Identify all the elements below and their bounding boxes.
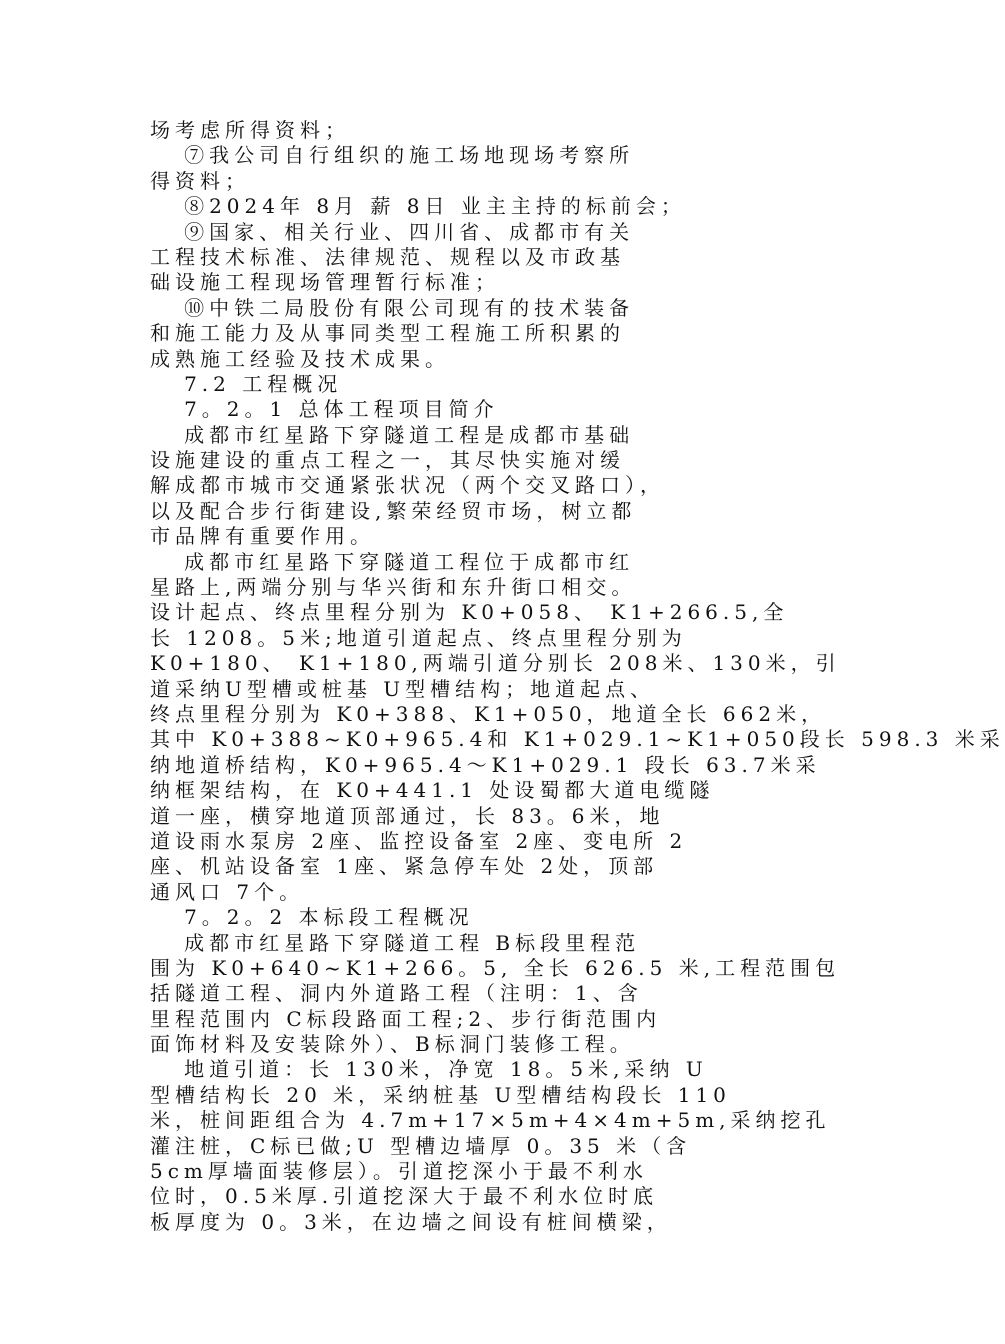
text-line: 成都市红星路下穿隧道工程 B标段里程范 — [150, 930, 641, 955]
text-line: 面饰材料及安装除外）、B标洞门装修工程。 — [150, 1032, 635, 1057]
text-line: ⑨国家、相关行业、四川省、成都市有关 — [150, 219, 635, 244]
text-line: 解成都市城市交通紧张状况（两个交叉路口）， — [150, 473, 665, 498]
subsection-heading: 7。2。1 总体工程项目简介 — [150, 397, 499, 422]
text-line: 括隧道工程、洞内外道路工程（注明：1、含 — [150, 981, 643, 1006]
text-line: K0+180、 K1+180,两端引道分别长 208米、130米，引 — [150, 651, 841, 676]
text-line: 以及配合步行街建设,繁荣经贸市场，树立都 — [150, 498, 637, 523]
text-line: 础设施工程现场管理暂行标准； — [150, 270, 500, 295]
text-line: 5cm厚墙面装修层）。引道挖深小于最不利水 — [150, 1159, 648, 1184]
text-line: 设施建设的重点工程之一，其尽快实施对缓 — [150, 448, 625, 473]
text-line: 型槽结构长 20 米，采纳桩基 U型槽结构段长 110 — [150, 1082, 731, 1107]
text-line: 成熟施工经验及技术成果。 — [150, 346, 450, 371]
document-body — [150, 118, 1005, 1235]
text-line: 纳框架结构，在 K0+441.1 处设蜀都大道电缆隧 — [150, 778, 715, 803]
text-line: 里程范围内 C标段路面工程;2、步行街范围内 — [150, 1006, 662, 1031]
text-line: ⑦我公司自行组织的施工场地现场考察所 — [150, 143, 635, 168]
text-line: 板厚度为 0。3米，在边墙之间设有桩间横梁， — [150, 1209, 672, 1234]
text-line: 工程技术标准、法律规范、规程以及市政基 — [150, 244, 625, 269]
text-line: 长 1208。5米;地道引道起点、终点里程分别为 — [150, 625, 687, 650]
text-line: 纳地道桥结构，K0+965.4～K1+029.1 段长 63.7米采 — [150, 752, 821, 777]
text-line: 米，桩间距组合为 4.7m+17×5m+4×4m+5m,采纳挖孔 — [150, 1108, 831, 1133]
text-line: 地道引道：长 130米，净宽 18。5米,采纳 U — [150, 1057, 708, 1082]
section-heading: 7.2 工程概况 — [150, 371, 343, 396]
text-line: 市品牌有重要作用。 — [150, 524, 375, 549]
text-line: 星路上,两端分别与华兴街和东升街口相交。 — [150, 575, 637, 600]
text-line: 其中 K0+388~K0+965.4和 K1+029.1~K1+050段长 598.3 米采 — [150, 727, 1005, 752]
text-line: 得资料； — [150, 168, 250, 193]
text-line: 位时，0.5米厚.引道挖深大于最不利水位时底 — [150, 1184, 659, 1209]
subsection-heading: 7。2。2 本标段工程概况 — [150, 905, 474, 930]
text-line: 道一座，横穿地道顶部通过，长 83。6米，地 — [150, 803, 665, 828]
text-line: 座、机站设备室 1座、紧急停车处 2处，顶部 — [150, 854, 659, 879]
text-line: 灌注桩，C标已做;U 型槽边墙厚 0。35 米（含 — [150, 1133, 692, 1158]
text-line: 设计起点、终点里程分别为 K0+058、 K1+266.5,全 — [150, 600, 789, 625]
text-line: 围为 K0+640~K1+266。5, 全长 626.5 米,工程范围包 — [150, 955, 841, 980]
text-line: 成都市红星路下穿隧道工程是成都市基础 — [150, 422, 635, 447]
text-line: ⑩中铁二局股份有限公司现有的技术装备 — [150, 295, 635, 320]
text-line: 和施工能力及从事同类型工程施工所积累的 — [150, 321, 625, 346]
text-line: ⑧2024年 8月 薪 8日 业主主持的标前会； — [150, 194, 686, 219]
text-line: 场考虑所得资料； — [150, 118, 350, 142]
text-line: 终点里程分别为 K0+388、K1+050，地道全长 662米， — [150, 701, 827, 726]
text-line: 道设雨水泵房 2座、监控设备室 2座、变电所 2 — [150, 828, 688, 853]
text-line: 通风口 7个。 — [150, 879, 305, 904]
text-line: 成都市红星路下穿隧道工程位于成都市红 — [150, 549, 635, 574]
text-line: 道采纳U型槽或桩基 U型槽结构；地道起点、 — [150, 676, 656, 701]
